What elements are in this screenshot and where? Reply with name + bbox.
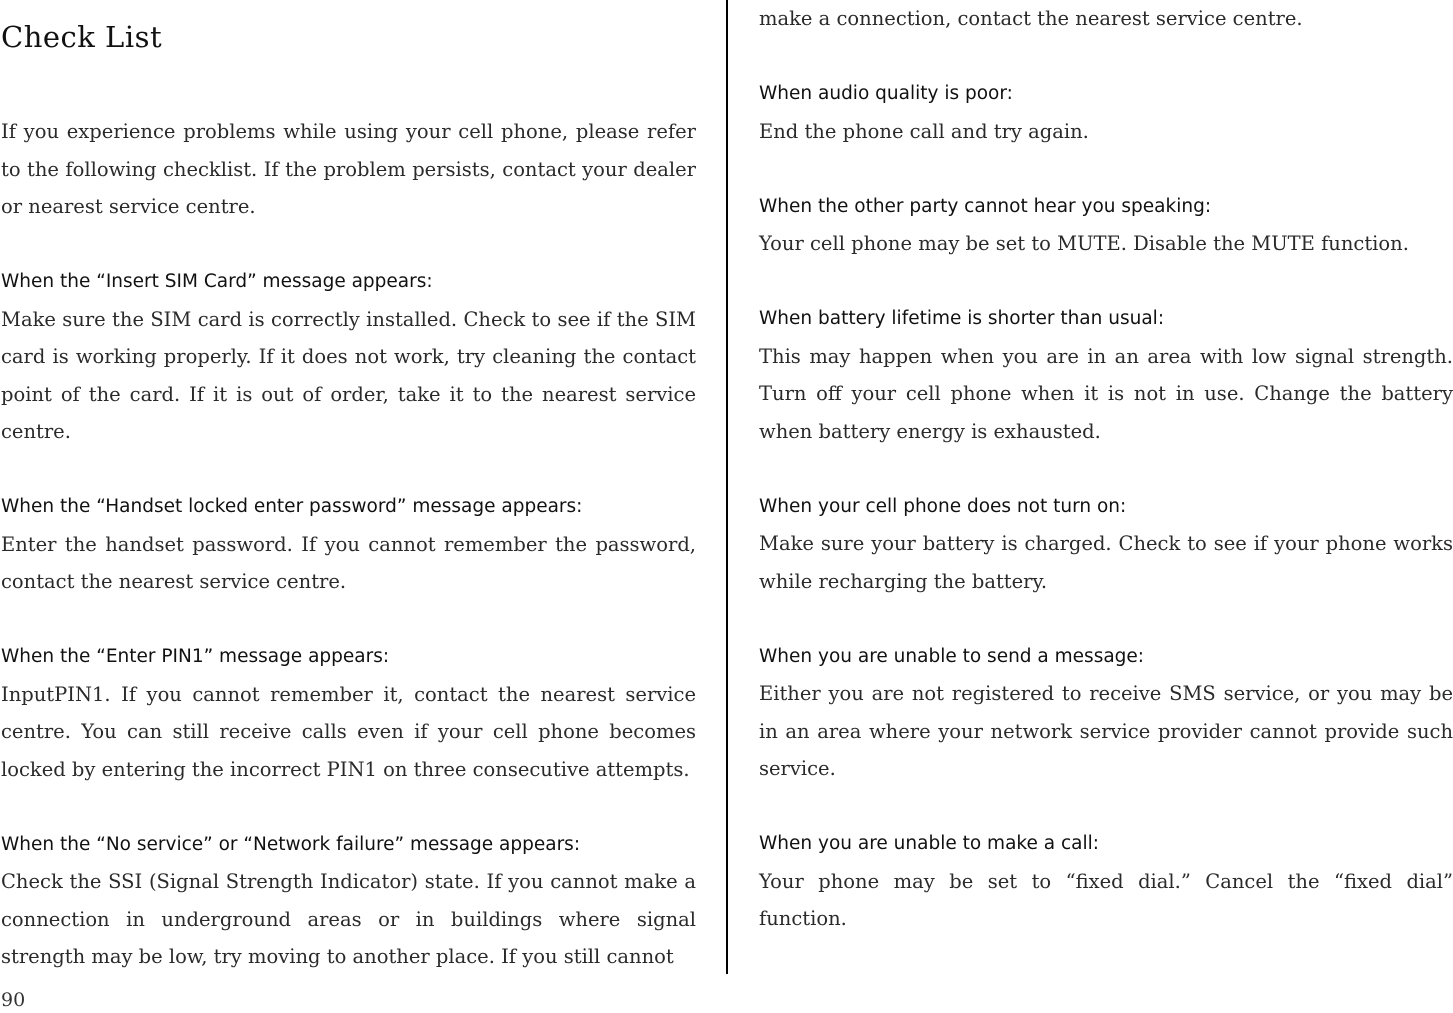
section-body: This may happen when you are in an area with low signal strength. Turn off your cell phone when it is not in use. Change the battery when battery energy is exhausted. xyxy=(759,344,1453,443)
section-no-service xyxy=(1,826,696,976)
section-body: Your phone may be set to “fixed dial.” Cancel the “fixed dial” function. xyxy=(759,869,1453,930)
section-body: Check the SSI (Signal Strength Indicator) state. If you cannot make a connection in underground areas or in buildings where signal strength may be low, try moving to another place. If you still cannot xyxy=(1,870,696,968)
section-enter-pin1 xyxy=(1,638,696,788)
section-body: End the phone call and try again. xyxy=(759,119,1089,143)
column-divider xyxy=(726,0,728,974)
section-heading: When the “Enter PIN1” message appears: xyxy=(1,646,390,667)
section-body: Either you are not registered to receive SMS service, or you may be in an area where your network service provider cannot provide such service. xyxy=(759,682,1453,780)
section-heading: When the “No service” or “Network failure” message appears: xyxy=(1,833,581,855)
section-insert-sim xyxy=(1,263,696,451)
section-heading: When the “Handset locked enter password” message appears: xyxy=(1,496,583,517)
section-make-call xyxy=(759,825,1453,938)
section-body: InputPIN1. If you cannot remember it, contact the nearest service centre. You can still receive calls even if your cell phone becomes locked by entering the incorrect PIN1 on three consecutive attempts. xyxy=(1,682,696,781)
section-audio-quality xyxy=(759,75,1453,150)
section-handset-locked xyxy=(1,488,696,601)
intro-paragraph xyxy=(1,113,696,226)
section-heading: When you are unable to send a message: xyxy=(759,645,1145,667)
left-column xyxy=(1,113,696,1013)
section-heading: When your cell phone does not turn on: xyxy=(759,495,1127,517)
section-heading: When battery lifetime is shorter than usual: xyxy=(759,308,1165,329)
page-number: 90 xyxy=(1,989,26,1011)
section-battery-lifetime xyxy=(759,300,1453,450)
intro-text: If you experience problems while using your cell phone, please refer to the following checklist. If the problem persists, contact your dealer or nearest service centre. xyxy=(1,120,696,218)
section-body: Your cell phone may be set to MUTE. Disable the MUTE function. xyxy=(759,232,1409,255)
section-body: Make sure your battery is charged. Check to see if your phone works while recharging the battery. xyxy=(759,532,1453,593)
section-body: Enter the handset password. If you cannot remember the password, contact the nearest service centre. xyxy=(1,532,696,593)
section-body: Make sure the SIM card is correctly installed. Check to see if the SIM card is working properly. If it does not work, try cleaning the contact point of the card. If it is out of order, take it to the nearest service centre. xyxy=(1,307,696,443)
section-other-party xyxy=(759,188,1453,263)
section-heading: When audio quality is poor: xyxy=(759,83,1013,104)
section-no-turn-on xyxy=(759,488,1453,601)
section-heading: When the other party cannot hear you speaking: xyxy=(759,195,1212,217)
continuation-text: make a connection, contact the nearest service centre. xyxy=(759,7,1303,30)
continuation-paragraph xyxy=(759,0,1453,38)
right-column xyxy=(759,0,1453,975)
section-heading: When the “Insert SIM Card” message appears: xyxy=(1,271,433,292)
page-title: Check List xyxy=(1,20,163,54)
section-send-message xyxy=(759,638,1453,788)
section-heading: When you are unable to make a call: xyxy=(759,833,1099,854)
